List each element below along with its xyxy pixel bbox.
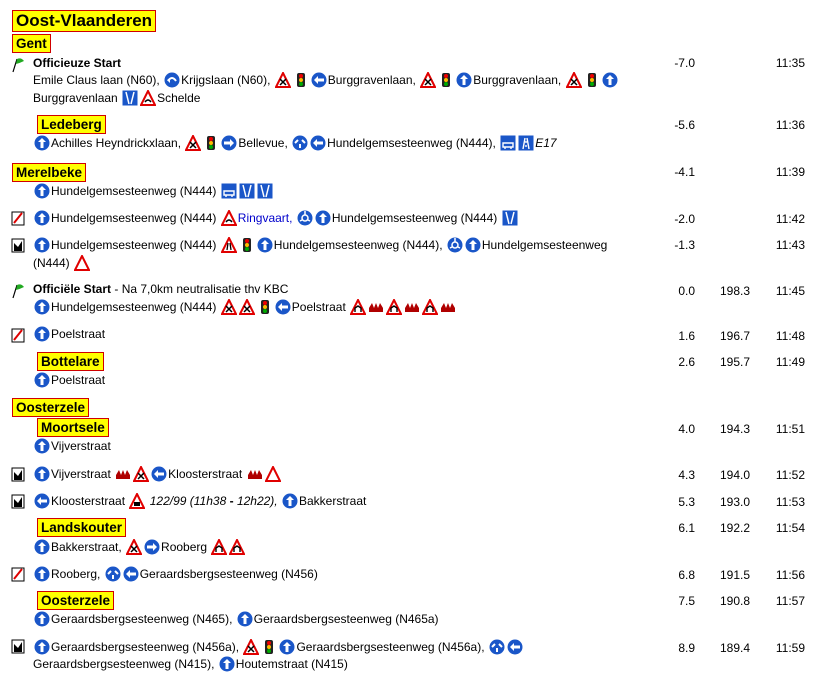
- arrow-straight-icon: [219, 656, 235, 672]
- km-marker-icon: [11, 237, 25, 253]
- arrow-right-icon: [221, 135, 237, 151]
- arrow-straight-icon: [279, 639, 295, 655]
- arrow-left-icon: [151, 466, 167, 482]
- railway-crossing-icon: [129, 493, 145, 509]
- km-value: -1.3: [674, 238, 695, 252]
- arrow-left-icon: [164, 72, 180, 88]
- route-line: Vijverstraat: [33, 437, 111, 455]
- traffic-light-icon: [293, 72, 309, 88]
- arrow-left-icon: [34, 493, 50, 509]
- arrow-straight-icon: [34, 566, 50, 582]
- arrow-straight-icon: [602, 72, 618, 88]
- route-line: Geraardsbergsesteenweg (N456a), Geraardsbergsesteenweg (N456a),: [33, 638, 524, 656]
- speed-bump-icon: [247, 466, 263, 482]
- km-marker-icon: [11, 210, 25, 226]
- route-step-note: - Na 7,0km neutralisatie thv KBC: [111, 282, 289, 296]
- warning-triangle-icon: [265, 466, 281, 482]
- time-value: 11:43: [775, 238, 805, 252]
- km-marker-icon: [11, 466, 25, 482]
- traffic-light-icon: [203, 135, 219, 151]
- speed-bump-icon: [115, 466, 131, 482]
- warning-triangle-icon: [126, 539, 142, 555]
- speed-bump-icon: [229, 539, 245, 555]
- remaining-km-value: 191.5: [719, 568, 750, 582]
- time-value: 11:36: [775, 118, 805, 132]
- km-value: 4.0: [678, 422, 695, 436]
- route-line: Kloosterstraat 122/99 (11h38 - 12h22), Bakkerstraat: [33, 492, 366, 510]
- km-marker-icon: [11, 566, 25, 582]
- traffic-light-icon: [257, 299, 273, 315]
- route-line: Hundelgemsesteenweg (N444) Poelstraat: [33, 298, 457, 316]
- speed-bump-icon: [350, 299, 366, 315]
- arrow-right-icon: [144, 539, 160, 555]
- route-line: Poelstraat: [33, 325, 105, 343]
- arrow-straight-icon: [34, 183, 50, 199]
- start-flag-icon: [11, 283, 25, 299]
- ringvaart-link[interactable]: Ringvaart,: [237, 211, 293, 225]
- km-value: 6.8: [678, 568, 695, 582]
- route-line: Rooberg, Geraardsbergsesteenweg (N456): [33, 565, 318, 583]
- remaining-km-value: 190.8: [719, 594, 750, 608]
- speed-bump-icon: [422, 299, 438, 315]
- arrow-straight-icon: [34, 611, 50, 627]
- motorway-icon: [500, 135, 516, 151]
- arrow-straight-icon: [34, 299, 50, 315]
- speed-bump-icon: [386, 299, 402, 315]
- bridge-icon: [221, 210, 237, 226]
- time-value: 11:35: [775, 56, 805, 70]
- arrow-straight-icon: [465, 237, 481, 253]
- route-line: Burggravenlaan Schelde: [33, 91, 201, 105]
- arrow-straight-icon: [237, 611, 253, 627]
- route-line: Bakkerstraat, Rooberg: [33, 538, 246, 556]
- remaining-km-value: 198.3: [719, 284, 750, 298]
- km-value: 8.9: [678, 641, 695, 655]
- arrow-straight-icon: [34, 639, 50, 655]
- roundabout-icon: [297, 210, 313, 226]
- start-flag-icon: [11, 57, 25, 73]
- km-marker-icon: [11, 327, 25, 343]
- route-line: Geraardsbergsesteenweg (N465), Geraardsbergsesteenweg (N465a): [33, 610, 439, 628]
- time-value: 11:56: [775, 568, 805, 582]
- arrow-straight-icon: [34, 539, 50, 555]
- km-value: -4.1: [674, 165, 695, 179]
- section-ledeberg: Ledeberg: [37, 115, 106, 134]
- arrow-straight-icon: [34, 466, 50, 482]
- arrow-straight-icon: [34, 326, 50, 342]
- road-narrowing-icon: [122, 90, 138, 106]
- arrow-left-icon: [310, 135, 326, 151]
- time-value: 11:54: [775, 521, 805, 535]
- km-value: 0.0: [678, 284, 695, 298]
- arrow-left-icon: [507, 639, 523, 655]
- roundabout-icon: [292, 135, 308, 151]
- roundabout-icon: [489, 639, 505, 655]
- arrow-left-icon: [311, 72, 327, 88]
- arrow-straight-icon: [257, 237, 273, 253]
- speed-bump-icon: [368, 299, 384, 315]
- km-value: 1.6: [678, 329, 695, 343]
- time-value: 11:49: [775, 355, 805, 369]
- warning-triangle-icon: [185, 135, 201, 151]
- time-value: 11:57: [775, 594, 805, 608]
- route-line: Poelstraat: [33, 371, 105, 389]
- km-value: 7.5: [678, 594, 695, 608]
- speed-bump-icon: [440, 299, 456, 315]
- warning-triangle-icon: [566, 72, 582, 88]
- arrow-straight-icon: [34, 135, 50, 151]
- traffic-light-icon: [584, 72, 600, 88]
- route-line: Hundelgemsesteenweg (N444) Ringvaart, Hundelgemsesteenweg (N444): [33, 209, 519, 227]
- warning-triangle-icon: [221, 299, 237, 315]
- warning-triangle-icon: [239, 299, 255, 315]
- remaining-km-value: 195.7: [719, 355, 750, 369]
- time-value: 11:59: [775, 641, 805, 655]
- arrow-straight-icon: [315, 210, 331, 226]
- km-value: 4.3: [678, 468, 695, 482]
- route-line: Emile Claus laan (N60), Krijgslaan (N60), Burggravenlaan, Burggravenlaan,: [33, 71, 619, 89]
- time-value: 11:53: [775, 495, 805, 509]
- route-line: (N444): [33, 254, 91, 272]
- section-oosterzele: Oosterzele: [37, 591, 114, 610]
- time-value: 11:45: [775, 284, 805, 298]
- arrow-left-icon: [275, 299, 291, 315]
- arrow-straight-icon: [34, 210, 50, 226]
- road-narrowing-icon: [502, 210, 518, 226]
- motorway-icon: [518, 135, 534, 151]
- km-value: -2.0: [674, 212, 695, 226]
- km-marker-icon: [11, 493, 25, 509]
- km-value: 5.3: [678, 495, 695, 509]
- route-line: Hundelgemsesteenweg (N444): [33, 182, 274, 200]
- arrow-straight-icon: [34, 438, 50, 454]
- km-value: -7.0: [674, 56, 695, 70]
- time-value: 11:42: [775, 212, 805, 226]
- traffic-light-icon: [239, 237, 255, 253]
- roundabout-icon: [105, 566, 121, 582]
- road-narrowing-icon: [257, 183, 273, 199]
- traffic-light-icon: [438, 72, 454, 88]
- route-line: Vijverstraat Kloosterstraat: [33, 465, 282, 483]
- remaining-km-value: 194.0: [719, 468, 750, 482]
- traffic-light-icon: [261, 639, 277, 655]
- road-narrowing-icon: [239, 183, 255, 199]
- section-gent: Gent: [12, 34, 51, 53]
- speed-bump-icon: [404, 299, 420, 315]
- arrow-straight-icon: [34, 237, 50, 253]
- km-value: 2.6: [678, 355, 695, 369]
- remaining-km-value: 193.0: [719, 495, 750, 509]
- route-line: Hundelgemsesteenweg (N444) Hundelgemsesteenweg (N444), Hundelgemsesteenweg: [33, 236, 607, 254]
- route-step-title: Officieuze Start: [33, 56, 122, 70]
- section-merelbeke: Merelbeke: [12, 163, 86, 182]
- time-value: 11:39: [775, 165, 805, 179]
- speed-bump-icon: [211, 539, 227, 555]
- route-line: Geraardsbergsesteenweg (N415), Houtemstraat (N415): [33, 657, 348, 671]
- remaining-km-value: 196.7: [719, 329, 750, 343]
- warning-triangle-icon: [221, 237, 237, 253]
- warning-triangle-icon: [243, 639, 259, 655]
- section-oosterzele-region: Oosterzele: [12, 398, 89, 417]
- km-value: 6.1: [678, 521, 695, 535]
- section-bottelare: Bottelare: [37, 352, 104, 371]
- warning-triangle-icon: [275, 72, 291, 88]
- arrow-straight-icon: [456, 72, 472, 88]
- time-value: 11:48: [775, 329, 805, 343]
- section-landskouter: Landskouter: [37, 518, 126, 537]
- km-marker-icon: [11, 638, 25, 654]
- warning-triangle-icon: [420, 72, 436, 88]
- section-moortsele: Moortsele: [37, 418, 109, 437]
- time-value: 11:51: [775, 422, 805, 436]
- time-value: 11:52: [775, 468, 805, 482]
- motorway-icon: [221, 183, 237, 199]
- remaining-km-value: 192.2: [719, 521, 750, 535]
- arrow-left-icon: [123, 566, 139, 582]
- province-title: Oost-Vlaanderen: [12, 10, 156, 32]
- arrow-straight-icon: [282, 493, 298, 509]
- roundabout-icon: [447, 237, 463, 253]
- route-step-title-line: [33, 280, 288, 298]
- bridge-icon: [140, 90, 156, 106]
- remaining-km-value: 189.4: [719, 641, 750, 655]
- arrow-straight-icon: [34, 372, 50, 388]
- km-value: -5.6: [674, 118, 695, 132]
- route-line: Achilles Heyndrickxlaan, Bellevue, Hundelgemsesteenweg (N444), E17: [33, 134, 557, 152]
- warning-triangle-icon: [74, 255, 90, 271]
- warning-triangle-icon: [133, 466, 149, 482]
- remaining-km-value: 194.3: [719, 422, 750, 436]
- route-step-title: Officiële Start: [33, 282, 112, 296]
